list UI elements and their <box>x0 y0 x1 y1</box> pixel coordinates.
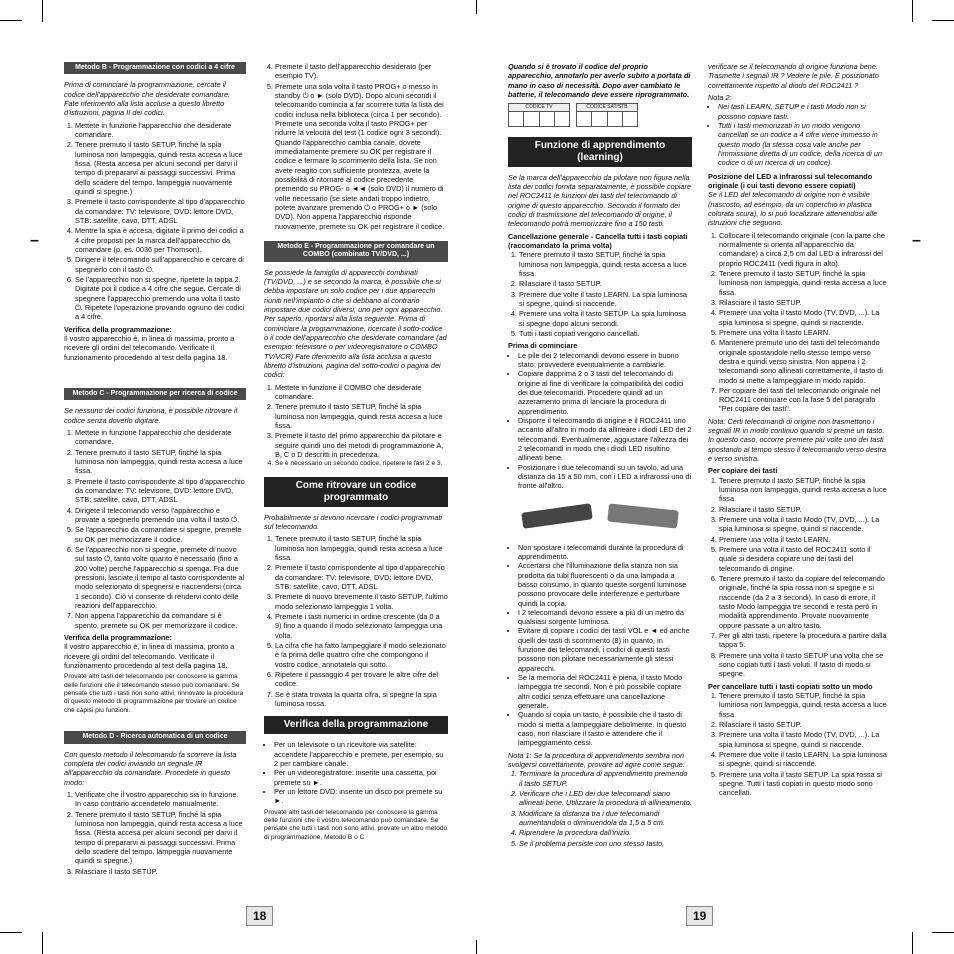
list-item: 2. Rilasciare il tasto SETUP. <box>719 505 890 514</box>
original-remote-image <box>521 503 593 529</box>
method-c-verify-text: Il vostro apparecchio è, in linea di massima, pronto a ricevere gli ordini del telecomando. Verificate il funzionamento procedendo al test della pagina 18. <box>64 642 235 670</box>
list-item: 6. Mantenere premuto uno dei tasti del telecomando originale spostandole nello stesso tempo verso destra e quindi verso sinistra. Non appena i 2 telecomandi sono allineati correttamente, il tasto di modo si mette a lampeggiare in modo rapido. <box>719 338 890 385</box>
list-item: 1. Tenere premuto il tasto SETUP, finché la spia luminosa non lampeggia, quindi resta accesa a luce fissa. <box>275 534 448 562</box>
crop-mark <box>0 20 22 21</box>
crop-mark <box>932 20 954 21</box>
section-header-method-c: Metodo C - Programmazione per ricerca di codice <box>64 388 246 400</box>
crop-mark <box>476 0 477 14</box>
list-item: 1. Collocare il telecomando originale (con la parte che normalmente si orienta all'apparecchio da comandare) a circa 2,5 cm dal LED a infrarossi del proprio ROC2411 (vedi figura in alto). <box>719 231 890 268</box>
list-item: • Non spostare i telecomandi durante la procedura di apprendimento. <box>518 543 692 562</box>
list-item: 5. La cifra che ha fatto lampeggiare il modo selezionato è la prima delle quattro cifre che compongono il vostro codice, annotatela qui sotto. <box>275 641 448 669</box>
list-item: 5. Se il problema persiste con uno stesso tasto, <box>519 839 692 848</box>
list-item: • Per un televisore o un ricevitore via satellite: accendete l'apparecchio e premete, per esempio, su 2 per cambiare canale. <box>274 740 448 768</box>
list-item: • Disporre il telecomando di origine e il ROC2411 uno accanto all'altro in modo da allineare i diodi LED dei 2 telecomandi. Eventualmente, aggiustare l'altezza dei 2 telecomandi in modo che i diodi LED risultino allineati bene. <box>518 416 692 463</box>
crop-mark <box>476 940 477 954</box>
list-item: 8. Premere una volta il tasto SETUP una volta che se sono copiati tutti i tasti voluti. Il tasto di modo si spegne. <box>719 651 890 679</box>
list-item: 6. Ripetere il passaggio 4 per trovare le altre cifre del codice. <box>275 670 448 689</box>
sat-code-box <box>576 103 638 126</box>
list-item: 6. Tenere premuto il tasto da copiare del telecomando originale, finché la spia rossa non si spegne e si riaccende (da 2 a 3 secondi). In caso di errore, il tasto Modo lampeggia tre secondi e resta però in modalità apprendimento. Provate nuovamente oppure passate a un altro tasto. <box>719 574 890 630</box>
list-item: 3. Premete il tasto corrispondente al tipo d'apparecchio da comandare: TV: televisore, DVD: lettore DVD, STB: satellite, cavo, DTT, ADSL <box>75 197 246 225</box>
method-b-steps <box>64 121 246 322</box>
list-item: 3. Rilasciare il tasto SETUP. <box>719 298 890 307</box>
list-item: 7. Per gli altri tasti, ripetere la procedura a partire dalla tappa 5. <box>719 631 890 650</box>
list-item: 1. Terminare la procedura di apprendimento premendo il tasto SETUP. <box>519 769 692 788</box>
column-2 <box>264 62 448 845</box>
list-item: 4. Premete i tasti numerici in ordine crescente (da 0 a 9) fino a quando il modo selezionato lampeggia una volta. <box>275 612 448 640</box>
list-item: 5. Premere una volta il tasto del ROC2411 sotto il quale si desidera copiare uno dei tasti del telecomando di origine. <box>719 545 890 573</box>
crop-mark <box>912 932 913 954</box>
list-item: 3. Premere una volta il tasto Modo (TV, DVD, ...). La spia luminosa si spegne, quindi si riaccende. <box>719 515 890 534</box>
note1-steps <box>508 769 692 848</box>
list-item: • Posizionare i due telecomandi su un tavolo, ad una distanza da 15 a 50 mm, con i LED a infrarossi uno di fronte all'altro. <box>518 463 692 491</box>
method-b-verify-text: Il vostro apparecchio è, in linea di massima, pronto a ricevere gli ordini del telecomando. Verificate il funzionamento procedendo al test della pagina 18. <box>64 333 235 362</box>
list-item: 5. Premete una sola volta il tasto PROG+ o messo in standby ⏻ o ► (solo DVD). Dopo alcuni secondi il telecomando comincia a far scorrere tutta la lista dei codici inclusa nella biblioteca (circa 1 per secondo). Premete una seconda volta il tasto PROG+ per ridurre la velocità del test (1 codice ogni 3 secondi). Quando l'apparecchio cambia canale, dovete immediatamente premere su OK per registrare il codice e fermare lo scorrimento della lista. Se non avete reagito con sufficiente prontezza, avete la possibilità di ritornare al codice precedente premendo su PROG- o ◄◄ (solo DVD) il numero di volte necessario (se siete andati troppo indietro, potete avanzare premendo ⏻ o PROG+ o ► (solo DVD). Non appena l'apparecchio risponde nuovamente, premete su OK per registrare il codice. <box>275 82 448 231</box>
list-item: • Nei tasti LEARN, SETUP e i tasti Modo non si possono copiare tasti. <box>718 102 890 121</box>
before-start-list <box>508 351 692 491</box>
list-item: 4. Riprendere la procedura dall'inizio. <box>519 828 692 837</box>
clear-all-title: Cancellazione generale - Cancella tutti i tasti copiati (raccomandato la prima volta) <box>508 231 688 250</box>
led-position-intro: Se il LED del telecomando di origine non è visibile (nascosto, ad esempio, da un coperchio in plastica colorata scura), lo si può localizzare attenendosi alle istruzioni che seguono. <box>708 190 878 228</box>
led-position-note: Nota: Certi telecomandi di origine non trasmettono i segnali IR in modo continuo quando si preme un tasto. In questo caso, occorre premere più volte uno dei tasti spostando al tempo stesso il telecomando verso destra e verso sinistra. <box>708 416 887 464</box>
list-item: 4. Premete il tasto dell'apparecchio desiderato (per esempio TV). <box>275 62 448 81</box>
method-e-steps <box>264 383 448 469</box>
method-d-steps-continued <box>264 62 448 231</box>
led-position-title: Posizione del LED a infrarossi sul telecomando originale (i cui tasti devono essere copiati) <box>708 171 873 190</box>
list-item: 3. Rilasciare il tasto SETUP. <box>75 867 246 876</box>
list-item: 4. Premere una volta il tasto LEARN. <box>719 535 890 544</box>
list-item: 4. Dirigete il telecomando verso l'apparecchio e provate a spegnerlo premendo una volta il tasto ⏻. <box>75 506 246 525</box>
list-item: 4. Premere una volta il tasto SETUP. La spia luminosa si spegne dopo alcuni secondi. <box>519 309 692 328</box>
copy-keys-steps <box>708 476 890 679</box>
list-item: 6. Se l'apparecchio non si spegne, premete di nuovo sul tasto ⏻, tanto volte quanto è necessario (fino a 200 volte) perché l'apparecchio si spenga. Fra due pressioni, lasciate il tempo al tasto corrispondente al modo selezionato di spegnersi e riaccendersi (circa 1 secondo). Ciò vi consente di rendervi conto delle reazioni dell'apparecchio. <box>75 545 246 610</box>
list-item: 2. Tenere premuto il tasto SETUP, finché la spia luminosa non lampeggia, quindi resta accesa a luce fissa. <box>75 448 246 476</box>
method-c-intro: Se nessuno dei codici funziona, è possibile ritrovare il codice senza doverlo digitare. <box>64 406 238 425</box>
learning-intro: Se la marca dell'apparecchio da pilotare non figura nella lista dei codici fornita separatamente, è possibile copiare nel ROC2411 le funzioni dei tasti del telecomando di origine di questo apparecchio. Secondo il formato dei codici di trasmissione del telecomando di origine, il telecomando potrà memorizzare fino a 150 tasti. <box>508 172 691 229</box>
verify-list <box>264 740 448 805</box>
list-item: 3. Premete il tasto corrispondente al tipo d'apparecchio da comandare: TV: televisore, DVD: lettore DVD, STB: satellite, cavo, DTT, ADSL <box>75 477 246 505</box>
copy-keys-title: Per copiare dei tasti <box>708 466 778 476</box>
list-item: 4. Se è necessario un secondo codice, ripetere le fasi 2 e 3. <box>275 460 448 468</box>
list-item: 1. Tenere premuto il tasto SETUP, finché la spia luminosa non lampeggia, quindi resta accesa a luce fissa. <box>719 476 890 504</box>
list-item: 2. Premete il tasto corrispondente al tipo d'apparecchio da comandare: TV: televisore, DVD: lettore DVD, STB: satellite, cavo, DTT, ADSL <box>275 563 448 591</box>
list-item: • Tutti i tasti memorizzati in un modo vengono cancellati se un codice a 4 cifre viene immesso in questo modo (la stessa cosa vale anche per l'immissione diretta di un codice, della ricerca di un codice o di un ricerca di un codice). <box>718 121 890 168</box>
list-item: 4. Premere due volte il tasto LEARN. La spia luminosa si spegne, quindi si riaccende. <box>719 750 890 769</box>
list-item: 5. Tutti i tasti copiati vengono cancellati. <box>519 329 692 338</box>
note1-intro: Se la procedura di apprendimento sembra non svolgersi correttamente, provare ad agire come segue: <box>508 750 685 770</box>
list-item: 2. Tenere premuto il tasto SETUP, finché la spia luminosa non lampeggia, quindi resta accesa a luce fissa. <box>719 269 890 297</box>
section-header-method-b: Metodo B - Programmazione con codici a 4 cifre <box>64 62 246 74</box>
list-item: • I 2 telecomandi devono essere a più di un metro da qualsiasi sorgente luminosa. <box>518 608 692 627</box>
section-header-method-e: Metodo E - Programmazione per comandare un COMBO (combinato TV/DVD, ...) <box>264 241 448 262</box>
list-item: 4. Mentre la spia è accesa, digitate il primo dei codici a 4 cifre proposti per la marca dell'apparecchio da comandare (p. es. 0036 per Thomson). <box>75 226 246 254</box>
list-item: 2. Verificare che i LED dei due telecomandi siano allineati bene. Utilizzare la procedura di allineamento. <box>519 789 692 808</box>
code-record-boxes <box>508 103 692 126</box>
list-item: 3. Premete di nuovo brevemente il tasto SETUP, l'ultimo modo selezionato lampeggia 1 volta. <box>275 592 448 611</box>
list-item: 3. Premere una volta il tasto Modo (TV, DVD, ...). La spia luminosa si spegne, quindi si riaccende. <box>719 730 890 749</box>
method-c-note: Provate altri tasti del telecomando per conoscere la gamma delle funzioni che il telecomando stesso può comandare. Se pensate che tutti i tasti non sono attivi, rinnovate la procedura di questo metodo di programmazione per trovare un codice che capisi più funzioni. <box>64 673 244 714</box>
verify-note: Provate altri tasti del telecomando per conoscere la gamma delle funzioni che il vostro telecomando può comandare. Se pensate che tutti i tasti non sono attivi, provate un altro metodo di programmazione, Metodo B o C <box>264 808 448 841</box>
crop-mark <box>932 932 954 933</box>
method-c-steps <box>64 428 246 630</box>
led-position-steps <box>708 231 890 414</box>
clear-all-steps <box>508 250 692 338</box>
remotes-illustration <box>508 495 692 537</box>
list-item: • Accertarsi che l'illuminazione della stanza non sia prodotta da tubi fluorescenti o da una lampada a basso consumo, in quanto queste sorgenti luminose possono provocare delle interferenze e perturbare quindi la copia. <box>518 561 692 608</box>
find-code-intro: Probabilmente si devono ricercare i codici programmati sul telecomando. <box>264 512 443 532</box>
list-item: 2. Tenere premuto il tasto SETUP, finché la spia luminosa non lampeggia, quindi resta accesa a luce fissa. (Resta accesa per alcuni secondi per darvi il tempo di prepararvi ai passaggi successivi. Prima dello scadere del tempo, lampeggia nuovamente quindi si spegne.) <box>75 140 246 196</box>
list-item: 2. Tenere premuto il tasto SETUP, finché la spia luminosa non lampeggia, quindi resta accesa a luce fissa. (Resta accesa per alcuni secondi per darvi il tempo di prepararvi ai passaggi successivi. Prima dello scadere del tempo, lampeggia nuovamente quindi si spegne.) <box>75 810 246 866</box>
list-item: 1. Mettete in funzione il COMBO che desiderate comandare. <box>275 383 448 402</box>
list-item: 5. Premere una volta il tasto LEARN. <box>719 328 890 337</box>
section-header-verify: Verifica della programmazione <box>264 716 448 734</box>
list-item: 5. Dirigere il telecomando sull'apparecchio e cercare di spegnerlo con il tasto ⏻. <box>75 255 246 274</box>
method-b-intro: Prima di cominciare la programmazione, cercate il codice dell'apparecchio che desiderate comandare. Fate riferimento alla lista accluse a questo libretto d'istruzioni, pagina II dei codici. <box>64 80 231 118</box>
side-dash-left: – <box>30 232 39 249</box>
list-item: 3. Premete il tasto del primo apparecchio da pilotare e seguire quindi uno dei metodi di programmazione A, B, C o D descritti in precedenza. <box>275 431 448 459</box>
crop-mark <box>912 0 913 22</box>
list-item: 1. Tenere premuto il tasto SETUP, finché la spia luminosa non lampeggia, quindi resta accesa a luce fissa. <box>719 691 890 719</box>
list-item: 7. Per copiare dei tasti del telecomando originale nel ROC2411 continuare con la fase 5 del paragrafo "Per copiare dei tasti". <box>719 386 890 414</box>
column-3 <box>508 62 692 851</box>
tv-code-box <box>508 103 570 126</box>
roc2411-remote-image <box>607 503 678 528</box>
crop-mark <box>0 932 22 933</box>
list-item: 2. Rilasciare il tasto SETUP. <box>519 279 692 288</box>
page-number-left: 18 <box>246 906 273 926</box>
page-number-right: 19 <box>686 906 713 926</box>
list-item: • Se la memoria del ROC2411 è piena, il tasto Modo lampeggia tre secondi. Non è più possibile copiare altri codici senza effettuare una cancellazione generale. <box>518 673 692 710</box>
list-item: 3. Modificare la distanza tra i due telecomandi aumentandola o diminuendola da 1,5 a 5 cm. <box>519 809 692 828</box>
section-header-find-code: Come ritrovare un codice programmato <box>264 477 448 507</box>
column-4 <box>708 62 890 801</box>
list-item: • Copiare dapprima 2 o 3 tasti del telecomando di origine al fine di verificare la compatibilità dei codici dei due telecomandi. Procedere quindi ad un azzeramento prima di lanciare la procedura di apprendimento. <box>518 369 692 416</box>
before-start-title: Prima di cominciare <box>508 341 578 351</box>
method-b-verify-title: Verifica della programmazione: <box>64 324 172 334</box>
note2-list <box>708 102 890 167</box>
side-dash-right: – <box>912 232 921 249</box>
clear-mode-title: Per cancellare tutti i tasti copiati sotto un modo <box>708 681 873 691</box>
method-d-steps <box>64 790 246 876</box>
note1-continued: verificare se il telecomando di origine funziona bene. Trasmette i segnali IR ? Vedere le pile. È posizionato correttamente rispetto al diodo del ROC2411 ? <box>708 62 879 90</box>
list-item: • Per un lettore DVD: inserite un disco poi premete su ►. <box>274 787 448 806</box>
note1-label: Nota 1: <box>508 750 532 760</box>
list-item: • Evitare di copiare i codici dei tasti VOL e ◄ ed anche quelli dei tasti di scorrimento (8) in quanto, in funzione dei telecomandi, i codici di questi tasti possono non pilotare necessariamente gli stessi apparecchi. <box>518 626 692 673</box>
crop-mark <box>42 0 43 22</box>
section-header-learning: Funzione di apprendimento (learning) <box>508 137 692 167</box>
list-item: • Per un videoregistratore: inserite una cassetta, poi premete su ►. <box>274 768 448 787</box>
learning-tips-list <box>508 543 692 748</box>
list-item: 5. Premere una volta il tasto SETUP. La spia rossa si spegne. Tutti i tasti copiati in questo modo sono cancellati. <box>719 770 890 798</box>
column-1 <box>64 62 246 879</box>
list-item: 1. Verificate che il vostro apparecchio sia in funzione. In caso contrario accendetelo manualmente. <box>75 790 246 809</box>
list-item: 6. Se l'apparecchio non si spegne, ripetete la tappa 2. Digitate poi il codice a 4 cifre che segue. Cercate di spegnere l'apparecchio premendo una volta il tasto ⏻. Ripetete l'operazione provando ognuno dei codici a 4 cifre. <box>75 275 246 322</box>
list-item: • Le pile dei 2 telecomandi devono essere in buono stato; provvedere eventualmente a cambiarle. <box>518 351 692 370</box>
method-c-verify-title: Verifica della programmazione: <box>64 632 172 642</box>
list-item: 1. Mettete in funzione l'apparecchio che desiderate comandare. <box>75 121 246 140</box>
list-item: 7. Se è stata trovata la quarta cifra, si spegne la spia luminosa rossa. <box>275 690 448 709</box>
method-e-intro: Se possiede la famiglia di apparecchi combinati (TV/DVD, ...) e se secondo la marca, è possibile che si debba impostare un solo codice per i due apparecchi riuniti nell'impianto o che si debbano al contrario impostare due codici diversi, uno per ogni apparecchio. Per saperlo, riportarsi alla lista seguente. Prima di cominciare la programmazione, ricercate il sotto-codice o il code dell'apparecchio che desiderate comandare (ad esempio: televisore o per videoregistratore o COMBO TV/VCR) Fate riferimento alla lista acclusa a questo libretto d'istruzioni, pagina del sotto-codici o pagina dei codici: <box>264 267 447 380</box>
clear-mode-steps <box>708 691 890 798</box>
list-item: 1. Mettete in funzione l'apparecchio che desiderate comandare. <box>75 428 246 447</box>
list-item: 2. Rilasciare il tasto SETUP. <box>719 720 890 729</box>
sat-code-label: CODICE SAT/STB <box>577 104 637 111</box>
list-item: 2. Tenere premuto il tasto SETUP, finché la spia luminosa non lampeggia, quindi resta accesa a luce fissa. <box>275 402 448 430</box>
list-item: 5. Se l'apparecchio da comandare si spegne, premete su OK per memorizzare il codice. <box>75 525 246 544</box>
note2-label: Nota 2: <box>708 92 732 102</box>
find-code-steps <box>264 534 448 708</box>
crop-mark <box>42 932 43 954</box>
section-header-method-d: Metodo D - Ricerca automatica di un codice <box>64 731 246 743</box>
list-item: 4. Premere una volta il tasto Modo (TV, DVD, ...). La spia luminosa si spegne, quindi si riaccende. <box>719 308 890 327</box>
list-item: 7. Non appena l'apparecchio da comandare si è spento, premete su OK per memorizzare il codice. <box>75 611 246 630</box>
method-d-intro: Con questo metodo il telecomando fa scorrere la lista completa dei codici inviando un segnale IR all'apparecchio da comandare. Procedete in questo modo: <box>64 749 237 787</box>
list-item: 1. Tenere premuto il tasto SETUP, finché la spia luminosa non lampeggia, quindi resta accesa a luce fissa. <box>519 250 692 278</box>
list-item: • Quando si copia un tasto, è possibile che il tasto di modo si metta a lampeggiare debolmente. In questo caso, non rilasciare il tasto e attendere che il lampeggiamento cessi. <box>518 710 692 747</box>
record-code-reminder: Quando si è trovato il codice del proprio apparecchio, annotarlo per averlo subito a portata di mano in caso di necessità. Dopo aver cambiato le batterie, il telecomando deve essere riprogrammato. <box>508 62 691 99</box>
list-item: 3. Premere due volte il tasto LEARN. La spia luminosa si spegne, quindi si riaccende. <box>519 290 692 309</box>
tv-code-label: CODICE TV <box>509 104 569 111</box>
